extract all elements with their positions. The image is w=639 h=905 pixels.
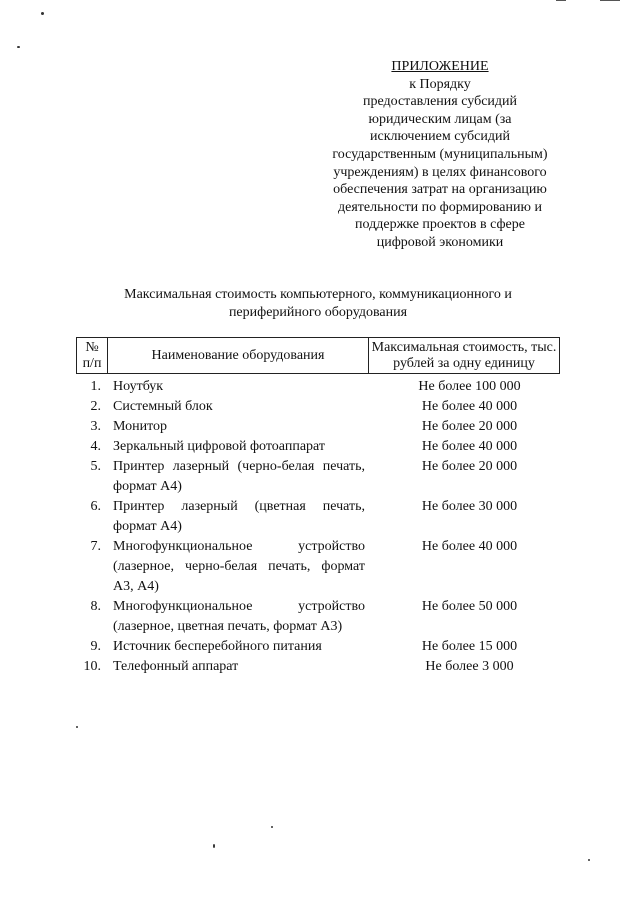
appendix-line: исключением субсидий [369, 129, 510, 145]
scan-speck [41, 12, 44, 15]
scan-mark [600, 0, 620, 1]
title-line: периферийного оборудования [228, 304, 408, 320]
row-number: 6. [90, 499, 101, 514]
row-max-cost: Не более 100 000 [418, 379, 521, 394]
table-row [76, 637, 560, 657]
row-number: 7. [90, 539, 101, 554]
appendix-block [312, 58, 568, 252]
row-number: 5. [90, 459, 101, 474]
row-equipment-name: Принтер лазерный (черно-белая печать, формат А4) [113, 459, 365, 494]
row-equipment-name: Телефонный аппарат [113, 659, 239, 674]
header-number: № п/п [77, 338, 108, 373]
header-equipment-name: Наименование оборудования [108, 338, 369, 373]
row-number: 1. [90, 379, 101, 394]
row-number: 10. [83, 659, 101, 674]
table-row [76, 417, 560, 437]
row-number: 9. [90, 639, 101, 654]
appendix-line: к Порядку [409, 76, 471, 92]
table-row [76, 597, 560, 637]
row-max-cost: Не более 40 000 [421, 439, 518, 454]
row-equipment-name: Многофункциональное устройство (лазерное, цветная печать, формат А3) [113, 599, 365, 634]
appendix-line: юридическим лицам (за [368, 111, 512, 127]
row-equipment-name: Источник бесперебойного питания [113, 639, 322, 654]
appendix-line: поддержке проектов в сфере [355, 217, 525, 233]
row-equipment-name: Системный блок [113, 399, 213, 414]
appendix-line: деятельности по формированию и [338, 199, 542, 215]
appendix-line: обеспечения затрат на организацию [333, 182, 547, 198]
row-equipment-name: Принтер лазерный (цветная печать, формат А4) [113, 499, 365, 534]
table-row [76, 537, 560, 597]
appendix-line: государственным (муниципальным) [332, 146, 548, 162]
row-max-cost: Не более 40 000 [421, 399, 518, 414]
scan-mark [556, 0, 566, 1]
row-equipment-name: Многофункциональное устройство (лазерное, черно-белая печать, формат А3, А4) [113, 539, 365, 594]
scan-speck [213, 844, 215, 848]
row-max-cost: Не более 30 000 [421, 499, 518, 514]
row-equipment-name: Зеркальный цифровой фотоаппарат [113, 439, 325, 454]
row-max-cost: Не более 15 000 [421, 639, 518, 654]
row-max-cost: Не более 50 000 [421, 599, 518, 614]
table-header [76, 337, 560, 374]
appendix-heading: ПРИЛОЖЕНИЕ [391, 59, 489, 74]
row-equipment-name: Ноутбук [113, 379, 164, 394]
table-body [76, 377, 560, 677]
row-equipment-name: Монитор [113, 419, 168, 434]
row-number: 2. [90, 399, 101, 414]
title-line: Максимальная стоимость компьютерного, коммуникационного и [124, 287, 512, 302]
table-row [76, 437, 560, 457]
row-number: 8. [90, 599, 101, 614]
table-row [76, 497, 560, 537]
appendix-line: предоставления субсидий [362, 94, 518, 110]
scan-speck [76, 726, 78, 728]
document-title [60, 286, 576, 321]
row-max-cost: Не более 40 000 [421, 539, 518, 554]
header-max-cost: Максимальная стоимость, тыс. рублей за одну единицу [371, 340, 557, 371]
table-row [76, 397, 560, 417]
scan-speck [17, 46, 20, 48]
appendix-line: учреждениям) в целях финансового [333, 164, 547, 180]
scan-speck [588, 859, 590, 861]
row-max-cost: Не более 3 000 [425, 659, 514, 674]
scan-speck [271, 826, 273, 828]
appendix-line: цифровой экономики [376, 234, 504, 250]
row-max-cost: Не более 20 000 [421, 419, 518, 434]
row-number: 3. [90, 419, 101, 434]
row-max-cost: Не более 20 000 [421, 459, 518, 474]
table-row [76, 457, 560, 497]
equipment-table [76, 337, 560, 677]
table-row [76, 377, 560, 397]
table-row [76, 657, 560, 677]
row-number: 4. [90, 439, 101, 454]
